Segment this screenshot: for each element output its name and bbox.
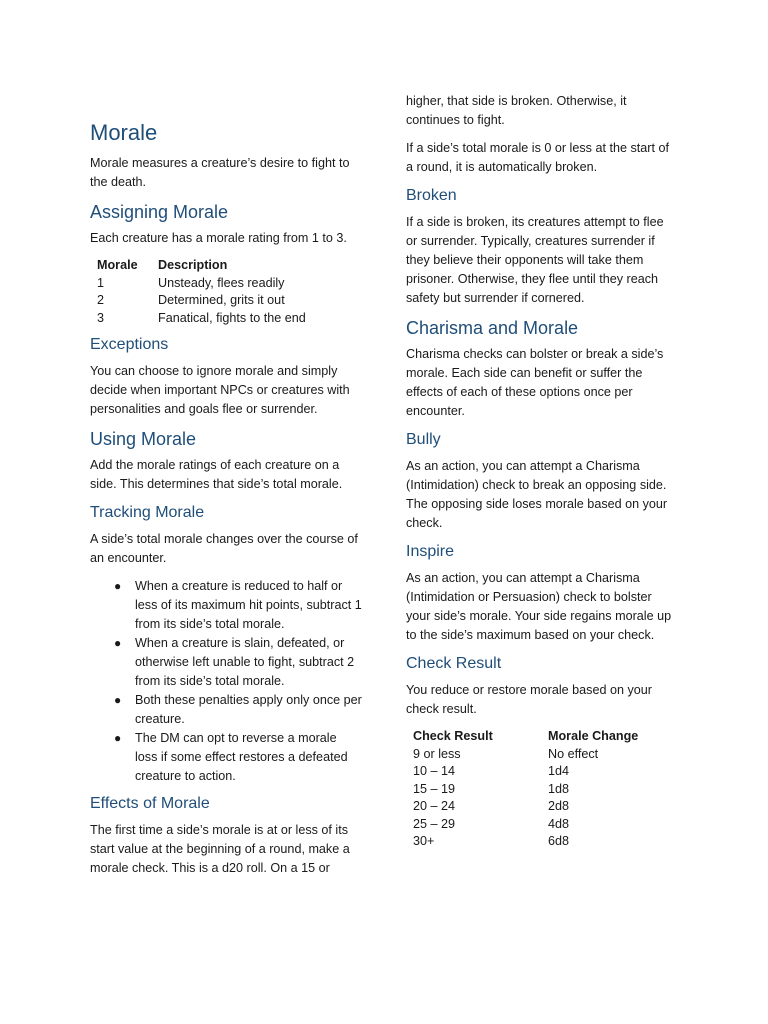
column-header: Check Result bbox=[413, 729, 493, 743]
table-row bbox=[413, 763, 638, 781]
list-item-text: When a creature is reduced to half or less of its maximum hit points, subtract 1 from its side’s total morale. bbox=[135, 579, 362, 631]
bully-heading: Bully bbox=[406, 431, 441, 448]
table-cell: Fanatical, fights to the end bbox=[158, 310, 306, 325]
table-cell: Determined, grits it out bbox=[158, 293, 285, 307]
table-cell: 4d8 bbox=[548, 816, 570, 831]
exceptions-heading: Exceptions bbox=[90, 336, 169, 353]
check-result-table bbox=[413, 728, 638, 851]
assigning-morale-heading: Assigning Morale bbox=[90, 202, 229, 222]
table-cell: 10 – 14 bbox=[413, 764, 456, 778]
list-item bbox=[114, 691, 362, 729]
charisma-and-morale-heading: Charisma and Morale bbox=[406, 318, 579, 338]
tracking-morale-heading: Tracking Morale bbox=[90, 504, 205, 521]
column-header: Morale Change bbox=[548, 729, 639, 743]
assigning-morale-text: Each creature has a morale rating from 1 to 3. bbox=[90, 231, 347, 245]
table-row bbox=[97, 275, 306, 293]
bully-text: As an action, you can attempt a Charisma (Intimidation) check to break an opposing side. The opposing side loses morale based on your check. bbox=[406, 459, 668, 530]
list-item-text: The DM can opt to reverse a morale loss if some effect restores a defeated creature to action. bbox=[135, 731, 348, 783]
list-item bbox=[114, 577, 362, 634]
bullet-icon: ● bbox=[114, 693, 122, 707]
table-cell: Unsteady, flees readily bbox=[158, 275, 285, 290]
table-cell: 20 – 24 bbox=[413, 799, 456, 813]
list-item bbox=[114, 729, 362, 786]
table-cell: 1 bbox=[97, 275, 105, 290]
table-cell: 6d8 bbox=[548, 834, 570, 848]
effects-of-morale-heading: Effects of Morale bbox=[90, 795, 210, 812]
left-column bbox=[90, 120, 362, 887]
table-row bbox=[413, 746, 638, 764]
column-header: Description bbox=[158, 258, 228, 272]
table-cell: 30+ bbox=[413, 834, 435, 848]
inspire-heading: Inspire bbox=[406, 543, 455, 560]
effects-of-morale-text: The first time a side’s morale is at or less of its start value at the beginning of a round, make a morale check. This is a d20 roll. On a 15 or bbox=[90, 823, 350, 875]
tracking-morale-list bbox=[90, 577, 362, 786]
table-cell: 15 – 19 bbox=[413, 781, 456, 796]
list-item-text: Both these penalties apply only once per creature. bbox=[135, 693, 362, 726]
table-cell: 1d4 bbox=[548, 764, 570, 778]
bullet-icon: ● bbox=[114, 579, 122, 593]
table-cell: 3 bbox=[97, 310, 105, 325]
table-row bbox=[413, 833, 638, 851]
intro-text: Morale measures a creature’s desire to fight to the death. bbox=[90, 156, 350, 189]
bullet-icon: ● bbox=[114, 636, 122, 650]
table-cell: 2d8 bbox=[548, 799, 570, 813]
bullet-icon: ● bbox=[114, 731, 122, 745]
right-column bbox=[406, 92, 678, 859]
list-item bbox=[114, 634, 362, 691]
table-row bbox=[413, 816, 638, 834]
table-cell: 25 – 29 bbox=[413, 816, 456, 831]
table-header-row bbox=[97, 257, 306, 275]
inspire-text: As an action, you can attempt a Charisma (Intimidation or Persuasion) check to bolster your side’s morale. Your side regains morale up to the side’s maximum based on your check. bbox=[406, 571, 672, 642]
using-morale-heading: Using Morale bbox=[90, 429, 197, 449]
table-row bbox=[97, 292, 306, 310]
table-row bbox=[97, 310, 306, 328]
table-cell: No effect bbox=[548, 746, 599, 761]
auto-broken-text: If a side’s total morale is 0 or less at the start of a round, it is automatically broken. bbox=[406, 141, 669, 174]
check-result-heading: Check Result bbox=[406, 655, 502, 672]
tracking-morale-text: A side’s total morale changes over the course of an encounter. bbox=[90, 532, 358, 565]
table-header-row bbox=[413, 728, 638, 746]
charisma-and-morale-text: Charisma checks can bolster or break a side’s morale. Each side can benefit or suffer the effects of each of these options once per encounter. bbox=[406, 347, 664, 418]
continued-text: higher, that side is broken. Otherwise, it continues to fight. bbox=[406, 94, 627, 127]
table-cell: 9 or less bbox=[413, 746, 461, 761]
broken-text: If a side is broken, its creatures attempt to flee or surrender. Typically, creatures surrender if they believe their opponents will take them prisoner. Otherwise, they flee until they reach safety but surrender if cornered. bbox=[406, 215, 664, 305]
table-cell: 2 bbox=[97, 293, 105, 307]
table-row bbox=[413, 781, 638, 799]
column-header: Morale bbox=[97, 258, 138, 272]
using-morale-text: Add the morale ratings of each creature on a side. This determines that side’s total morale. bbox=[90, 458, 343, 491]
table-cell: 1d8 bbox=[548, 781, 570, 796]
list-item-text: When a creature is slain, defeated, or otherwise left unable to fight, subtract 2 from its side’s total morale. bbox=[135, 636, 355, 688]
table-row bbox=[413, 798, 638, 816]
morale-rating-table bbox=[97, 257, 306, 327]
broken-heading: Broken bbox=[406, 187, 457, 204]
check-result-text: You reduce or restore morale based on your check result. bbox=[406, 683, 652, 716]
page-title: Morale bbox=[90, 120, 158, 145]
exceptions-text: You can choose to ignore morale and simply decide when important NPCs or creatures with personalities and goals flee or surrender. bbox=[90, 364, 350, 416]
